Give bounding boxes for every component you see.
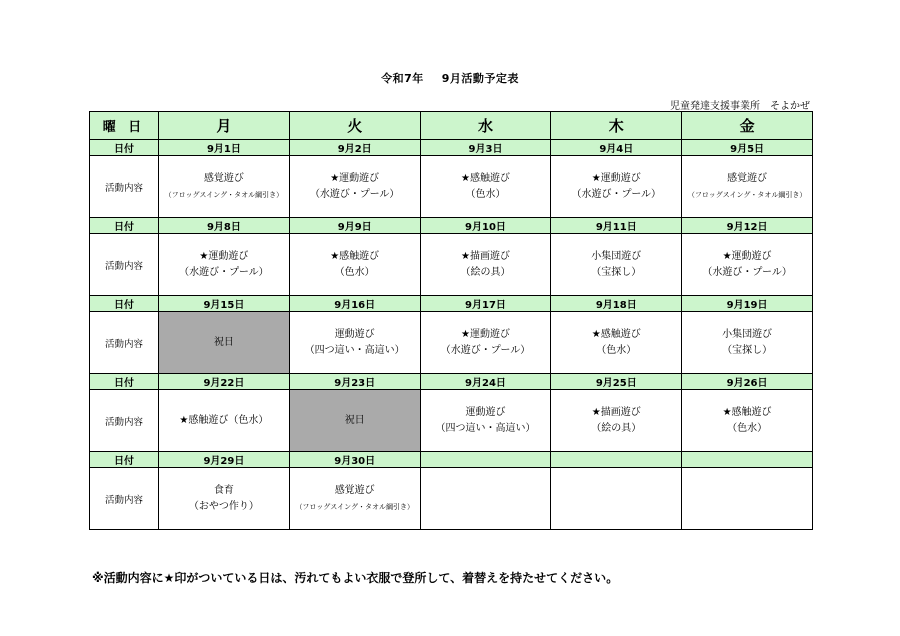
activity-name: 感覚遊び	[334, 484, 375, 496]
date-row	[90, 140, 813, 156]
activity-row	[90, 234, 813, 296]
activity-row-label: 活動内容	[90, 390, 159, 452]
activity-cell	[159, 156, 290, 218]
activity-detail: （おやつ作り）	[188, 500, 259, 512]
page-title	[0, 70, 900, 86]
activity-row	[90, 468, 813, 530]
title-month: 9月活動予定表	[441, 72, 519, 85]
activity-name: ★運動遊び	[461, 328, 510, 340]
activity-detail: （水遊び・プール）	[309, 188, 400, 200]
activity-row-label: 活動内容	[90, 234, 159, 296]
activity-cell	[551, 234, 682, 296]
activity-detail: （水遊び・プール）	[179, 266, 269, 278]
activity-detail: （色水）	[334, 266, 375, 278]
date-cell: 9月15日	[159, 296, 290, 312]
activity-cell	[420, 390, 551, 452]
activity-name: ★感触遊び	[461, 172, 510, 184]
date-cell	[682, 452, 813, 468]
date-cell: 9月12日	[682, 218, 813, 234]
holiday-cell	[159, 312, 290, 374]
activity-cell	[682, 468, 813, 530]
activity-name: ★運動遊び	[330, 172, 380, 184]
schedule-table	[89, 111, 813, 530]
date-cell: 9月8日	[159, 218, 290, 234]
date-cell: 9月25日	[551, 374, 682, 390]
activity-detail: （色水）	[596, 344, 637, 356]
date-row	[90, 374, 813, 390]
activity-cell	[289, 156, 420, 218]
activity-cell	[551, 390, 682, 452]
activity-row-label: 活動内容	[90, 312, 159, 374]
date-cell: 9月17日	[420, 296, 551, 312]
activity-row	[90, 156, 813, 218]
activity-name: 小集団遊び	[591, 250, 642, 262]
activity-cell	[551, 468, 682, 530]
activity-cell	[682, 312, 813, 374]
date-row	[90, 452, 813, 468]
date-cell: 9月2日	[289, 140, 420, 156]
activity-detail: （フロッグスイング・タオル綱引き）	[295, 502, 414, 511]
activity-detail: （色水）	[465, 188, 506, 200]
activity-row	[90, 312, 813, 374]
date-cell: 9月3日	[420, 140, 551, 156]
activity-name: ★描画遊び	[591, 406, 641, 418]
date-cell: 9月23日	[289, 374, 420, 390]
activity-name: ★描画遊び	[461, 250, 510, 262]
date-cell: 9月1日	[159, 140, 290, 156]
activity-row-label: 活動内容	[90, 468, 159, 530]
activity-cell	[682, 390, 813, 452]
activity-detail: （水遊び・プール）	[702, 266, 792, 278]
date-cell: 9月9日	[289, 218, 420, 234]
weekday-wed: 水	[420, 112, 551, 140]
activity-cell	[289, 312, 420, 374]
date-cell: 9月5日	[682, 140, 813, 156]
weekday-mon: 月	[159, 112, 290, 140]
title-year: 令和7年	[381, 72, 424, 85]
date-row-label: 日付	[90, 374, 159, 390]
activity-cell	[420, 312, 551, 374]
activity-name: 祝日	[213, 336, 234, 348]
activity-name: 感覚遊び	[727, 172, 768, 184]
facility-name: 児童発達支援事業所 そよかぜ	[670, 101, 810, 112]
date-row-label: 日付	[90, 452, 159, 468]
date-cell: 9月4日	[551, 140, 682, 156]
activity-cell	[682, 234, 813, 296]
activity-name: 小集団遊び	[722, 328, 773, 340]
activity-detail: （フロッグスイング・タオル綱引き）	[164, 190, 284, 199]
date-row	[90, 296, 813, 312]
activity-cell	[159, 468, 290, 530]
date-cell: 9月19日	[682, 296, 813, 312]
activity-name: 運動遊び	[334, 328, 375, 340]
activity-row-label: 活動内容	[90, 156, 159, 218]
footnote: ※活動内容に★印がついている日は、汚れてもよい衣服で登所して、着替えを持たせてください。	[92, 571, 619, 585]
date-cell: 9月18日	[551, 296, 682, 312]
weekday-tue: 火	[289, 112, 420, 140]
activity-name: ★感触遊び	[722, 406, 772, 418]
activity-cell	[420, 468, 551, 530]
date-cell	[420, 452, 551, 468]
activity-detail: （水遊び・プール）	[440, 344, 531, 356]
activity-cell	[420, 156, 551, 218]
activity-detail: （宝探し）	[722, 344, 773, 356]
weekday-thu: 木	[551, 112, 682, 140]
activity-name: ★運動遊び	[199, 250, 249, 262]
activity-detail: （絵の具）	[460, 266, 511, 278]
date-row-label: 日付	[90, 296, 159, 312]
date-cell: 9月11日	[551, 218, 682, 234]
date-cell: 9月24日	[420, 374, 551, 390]
activity-name: 祝日	[344, 414, 365, 426]
date-row-label: 日付	[90, 140, 159, 156]
activity-name: ★感触遊び	[330, 250, 380, 262]
activity-name: ★運動遊び	[722, 250, 772, 262]
date-cell: 9月22日	[159, 374, 290, 390]
date-row-label: 日付	[90, 218, 159, 234]
weekday-label: 曜 日	[90, 112, 159, 140]
activity-detail: （水遊び・プール）	[571, 188, 662, 200]
date-cell: 9月10日	[420, 218, 551, 234]
activity-cell	[289, 468, 420, 530]
activity-name: ★感触遊び（色水）	[179, 414, 269, 426]
activity-detail: （四つ這い・高這い）	[304, 344, 405, 356]
holiday-cell	[289, 390, 420, 452]
activity-cell	[682, 156, 813, 218]
activity-name: ★感触遊び	[591, 328, 641, 340]
date-cell: 9月29日	[159, 452, 290, 468]
activity-detail: （絵の具）	[591, 422, 642, 434]
activity-name: 食育	[213, 484, 234, 496]
activity-cell	[551, 156, 682, 218]
activity-name: 感覚遊び	[203, 172, 244, 184]
date-row	[90, 218, 813, 234]
weekday-fri: 金	[682, 112, 813, 140]
weekday-header-row	[90, 112, 813, 140]
activity-cell	[551, 312, 682, 374]
date-cell: 9月16日	[289, 296, 420, 312]
activity-detail: （宝探し）	[591, 266, 642, 278]
activity-cell	[159, 234, 290, 296]
activity-name: ★運動遊び	[591, 172, 641, 184]
activity-cell	[159, 390, 290, 452]
date-cell: 9月26日	[682, 374, 813, 390]
activity-cell	[289, 234, 420, 296]
activity-cell	[420, 234, 551, 296]
date-cell: 9月30日	[289, 452, 420, 468]
activity-detail: （色水）	[727, 422, 768, 434]
date-cell	[551, 452, 682, 468]
activity-detail: （フロッグスイング・タオル綱引き）	[687, 190, 807, 199]
activity-name: 運動遊び	[465, 406, 506, 418]
activity-detail: （四つ這い・高這い）	[435, 422, 536, 434]
activity-row	[90, 390, 813, 452]
